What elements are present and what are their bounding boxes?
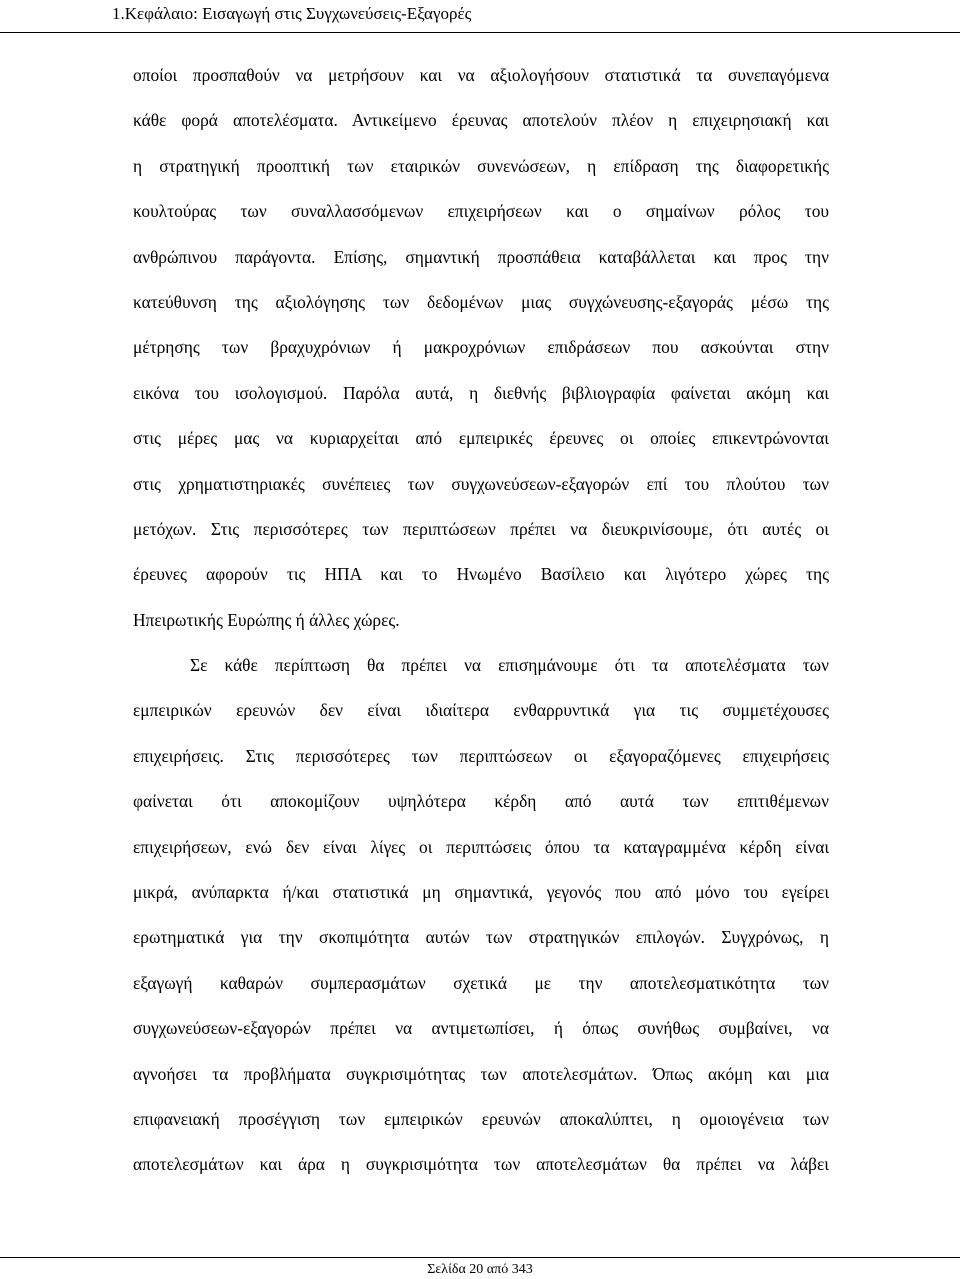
- text-line: εικόνα του ισολογισμού. Παρόλα αυτά, η διεθνής βιβλιογραφία φαίνεται ακόμη και: [133, 382, 829, 403]
- page-number: Σελίδα 20 από 343: [427, 1262, 533, 1277]
- text-line: αγνοήσει τα προβλήματα συγκρισιμότητας των αποτελεσμάτων. Όπως ακόμη και μια: [133, 1063, 829, 1084]
- text-line: κουλτούρας των συναλλασσόμενων επιχειρήσεων και ο σημαίνων ρόλος του: [133, 201, 829, 222]
- text-line: επιχειρήσεων, ενώ δεν είναι λίγες οι περιπτώσεις όπου τα καταγραμμένα κέρδη είναι: [133, 836, 829, 857]
- chapter-title: 1.Κεφάλαιο: Εισαγωγή στις Συγχωνεύσεις-Εξαγορές: [112, 4, 472, 23]
- text-line: εμπειρικών ερευνών δεν είναι ιδιαίτερα ενθαρρυντικά για τις συμμετέχουσες: [133, 700, 829, 721]
- text-line: μετόχων. Στις περισσότερες των περιπτώσεων πρέπει να διευκρινίσουμε, ότι αυτές οι: [133, 518, 829, 539]
- text-line: Σε κάθε περίπτωση θα πρέπει να επισημάνουμε ότι τα αποτελέσματα των: [190, 655, 829, 676]
- text-line: επιχειρήσεις. Στις περισσότερες των περιπτώσεων οι εξαγοραζόμενες επιχειρήσεις: [133, 745, 829, 766]
- footer-divider: [0, 1257, 960, 1258]
- text-line: μικρά, ανύπαρκτα ή/και στατιστικά μη σημαντικά, γεγονός που από μόνο του εγείρει: [133, 882, 829, 903]
- text-line: αποτελεσμάτων και άρα η συγκρισιμότητα των αποτελεσμάτων θα πρέπει να λάβει: [133, 1154, 829, 1175]
- text-line: στις χρηματιστηριακές συνέπειες των συγχωνεύσεων-εξαγορών επί του πλούτου των: [133, 473, 829, 494]
- text-line: μέτρησης των βραχυχρόνιων ή μακροχρόνιων επιδράσεων που ασκούνται στην: [133, 337, 829, 358]
- text-line: συγχωνεύσεων-εξαγορών πρέπει να αντιμετωπίσει, ή όπως συνήθως συμβαίνει, να: [133, 1018, 829, 1039]
- text-line: κάθε φορά αποτελέσματα. Αντικείμενο έρευνας αποτελούν πλέον η επιχειρησιακή και: [133, 110, 829, 131]
- text-line: η στρατηγική προοπτική των εταιρικών συνενώσεων, η επίδραση της διαφορετικής: [133, 155, 829, 176]
- text-line: ερωτηματικά για την σκοπιμότητα αυτών των στρατηγικών επιλογών. Συγχρόνως, η: [133, 927, 829, 948]
- body-text: [133, 57, 829, 1192]
- page-footer: [0, 1235, 960, 1279]
- text-line: φαίνεται ότι αποκομίζουν υψηλότερα κέρδη από αυτά των επιτιθέμενων: [133, 791, 829, 812]
- text-line: επιφανειακή προσέγγιση των εμπειρικών ερευνών αποκαλύπτει, η ομοιογένεια των: [133, 1108, 829, 1129]
- text-line: εξαγωγή καθαρών συμπερασμάτων σχετικά με την αποτελεσματικότητα των: [133, 972, 829, 993]
- text-line: έρευνες αφορούν τις ΗΠΑ και το Ηνωμένο Βασίλειο και λιγότερο χώρες της: [133, 564, 829, 585]
- page-header: [0, 0, 960, 34]
- header-divider: [0, 32, 960, 33]
- text-line: στις μέρες μας να κυριαρχείται από εμπειρικές έρευνες οι οποίες επικεντρώνονται: [133, 428, 829, 449]
- text-line: οποίοι προσπαθούν να μετρήσουν και να αξιολογήσουν στατιστικά τα συνεπαγόμενα: [133, 65, 829, 85]
- text-line: ανθρώπινου παράγοντα. Επίσης, σημαντική προσπάθεια καταβάλλεται και προς την: [133, 246, 829, 267]
- text-line: Ηπειρωτικής Ευρώπης ή άλλες χώρες.: [133, 609, 400, 630]
- text-line: κατεύθυνση της αξιολόγησης των δεδομένων μιας συγχώνευσης-εξαγοράς μέσω της: [133, 291, 829, 312]
